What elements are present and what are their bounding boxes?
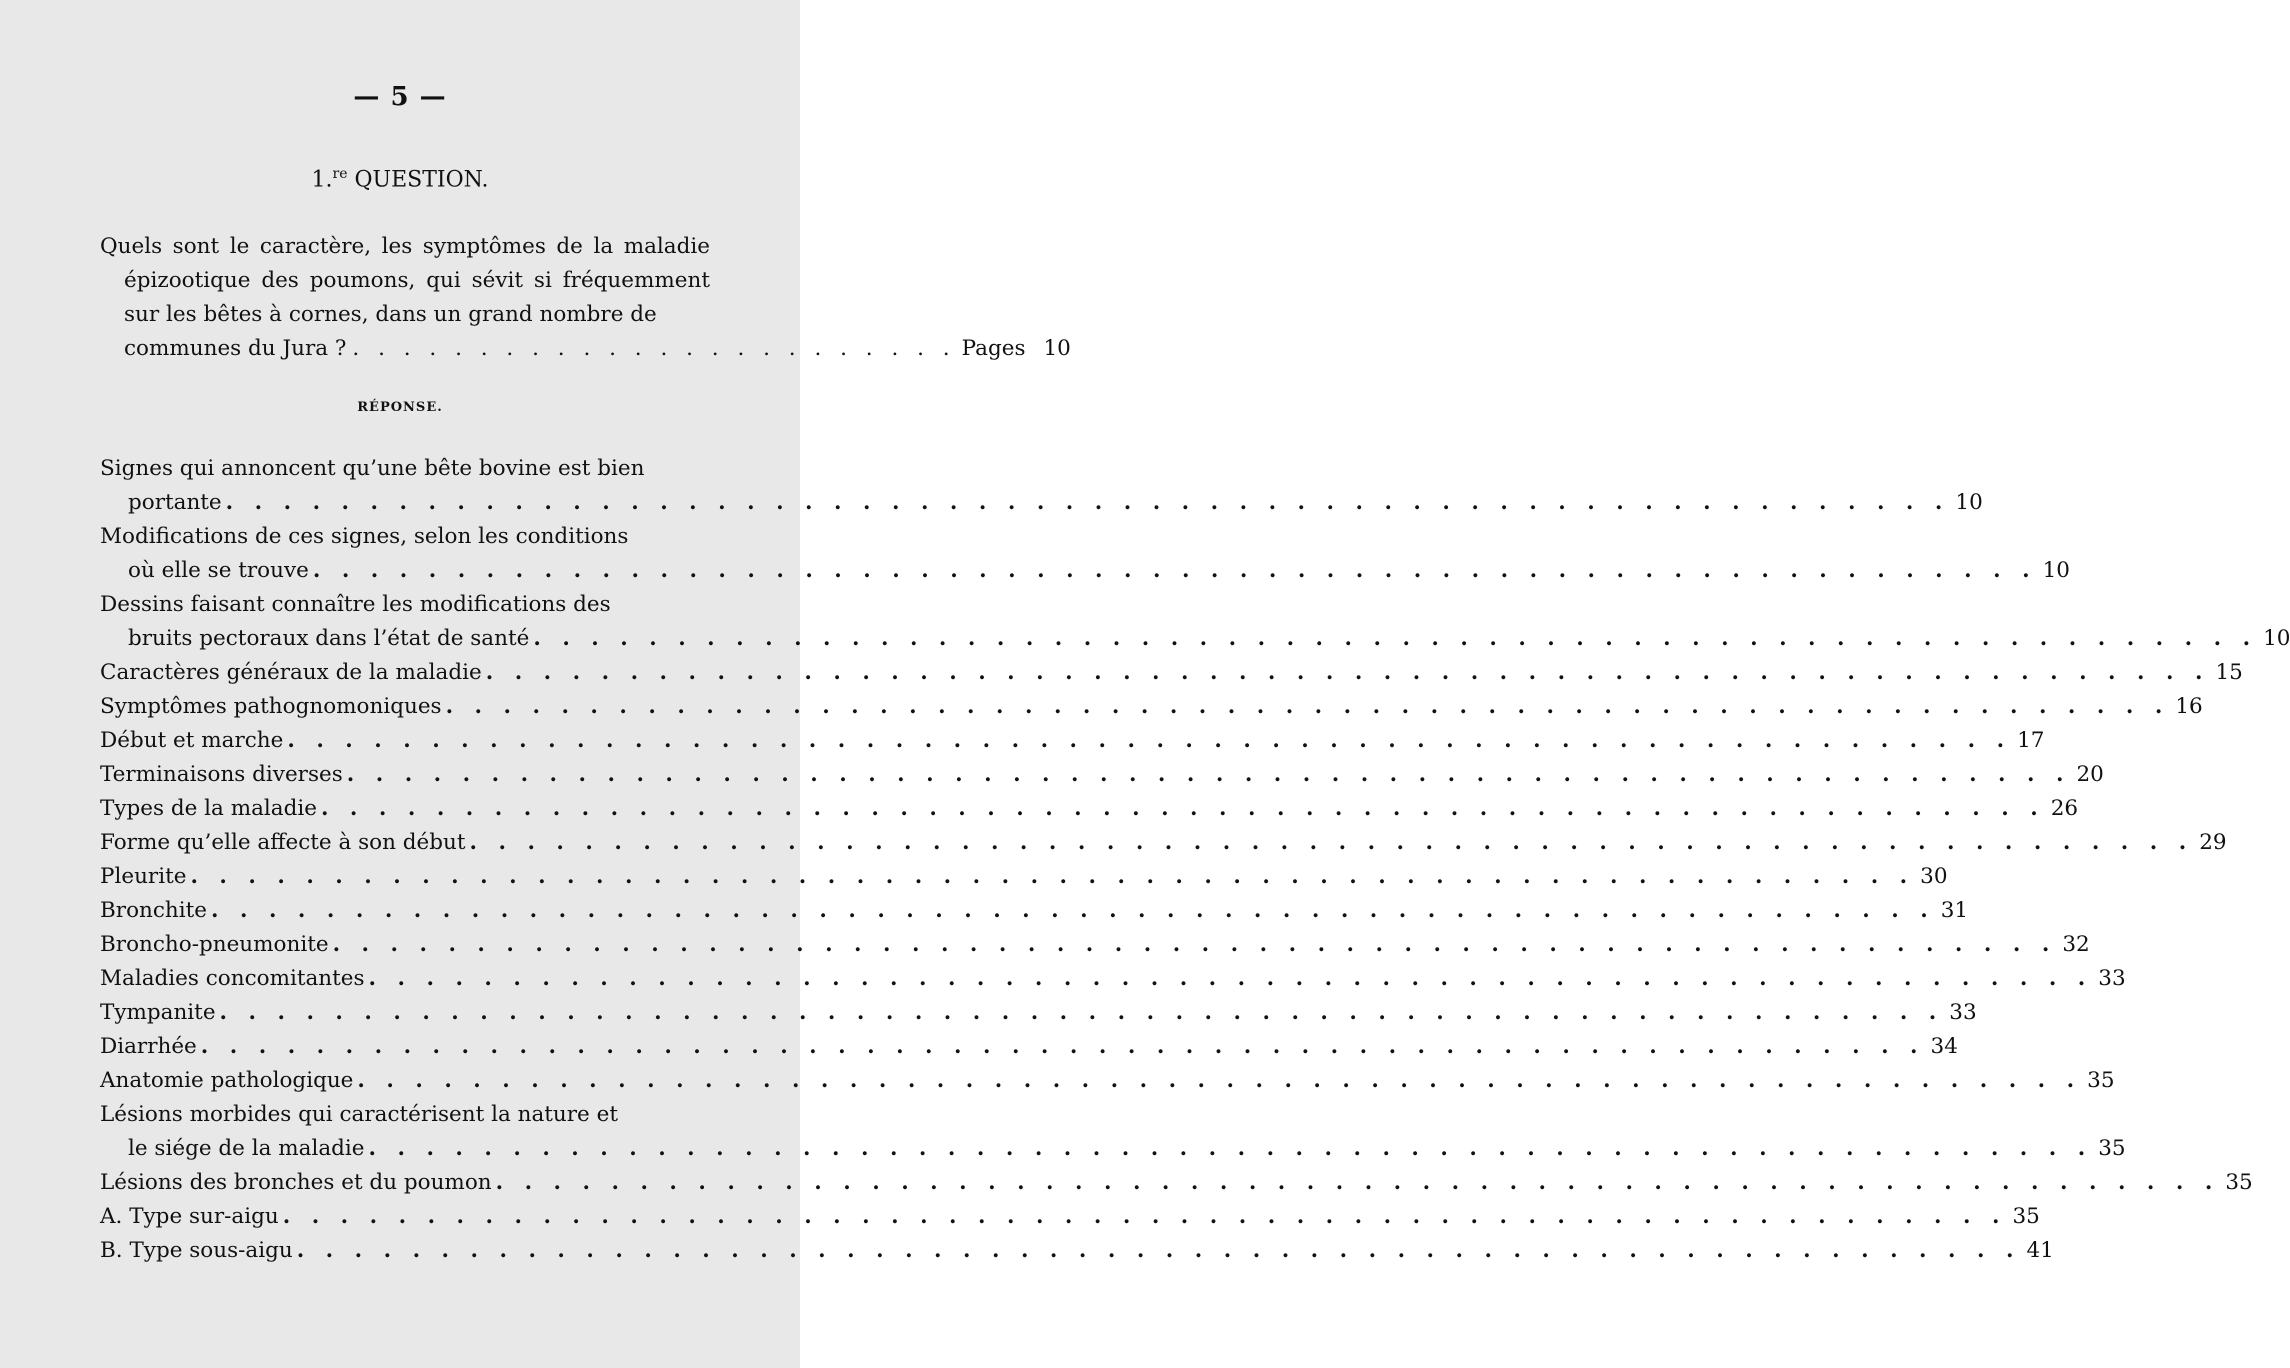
toc-page-number: 34: [1930, 1034, 1958, 1059]
toc-entry: [100, 1166, 2253, 1200]
toc-entry-title: Terminaisons diverses: [100, 762, 343, 787]
question-last-line-text: communes du Jura ?: [124, 336, 347, 361]
dot-leader: . . . . . . . . . . . . . . . . . . . . . . . . . . . . . . . . . . . . . . . . . . . . . . . . . . . . . . . . . . . .: [225, 490, 1950, 515]
toc-row: [100, 1166, 2253, 1200]
toc-page-number: 33: [2098, 966, 2126, 991]
toc-entry-title: Lésions des bronches et du poumon: [100, 1170, 492, 1195]
toc-entry-title: Diarrhée: [100, 1034, 197, 1059]
toc-entry: [100, 894, 1969, 928]
bleed-through: [100, 120, 740, 146]
toc-entry: [100, 1200, 2040, 1234]
toc-row: [100, 656, 2243, 690]
question-body: Quels sont le caractère, les symptômes de la maladie épizootique des poumons, qui sévit si fréquemment sur les bêtes à cornes, dans un grand nombre de: [100, 234, 710, 327]
dot-leader: . . . . . . . . . . . . . . . . . . . . . . . . . . . . . . . . . . . . . . . . . . . . . . . . . . . . . . . . . . . .: [533, 626, 2258, 651]
toc-entry: [100, 520, 2070, 588]
toc-page-number: 17: [2017, 728, 2045, 753]
dot-leader: . . . . . . . . . . . . . . . . . . . . . . . . . . . . . . . . . . . . . . . . . . . . . . . . . . . . . . . . . . . .: [190, 864, 1915, 889]
toc-entry: [100, 826, 2227, 860]
toc-row: [100, 486, 1983, 520]
toc-entry-title: bruits pectoraux dans l’état de santé: [128, 626, 530, 651]
toc-entry: [100, 724, 2045, 758]
toc-page-number: 10: [2263, 626, 2290, 651]
toc-entry-title: A. Type sur-aigu: [100, 1204, 279, 1229]
toc-page-number: 30: [1920, 864, 1948, 889]
toc-page-number: 33: [1949, 1000, 1977, 1025]
dot-leader: . . . . . . . . . . . . . . . . . . . . . . . . . . . . . . . . . . . . . . . . . . . . . . . . . . . . . . . . . . . .: [445, 694, 2170, 719]
toc-row: [100, 928, 2090, 962]
toc-entry: [100, 452, 1983, 520]
dot-leader: . . . . . . . . . . . . . . . . . . . . . . . . . . . . . . . . . . . . . . . . . . . . . . . . . . . . . . . . . . . .: [346, 762, 2071, 787]
toc-entry-title: Début et marche: [100, 728, 284, 753]
toc-entry: [100, 996, 1977, 1030]
page-number: — 5 —: [353, 82, 447, 112]
toc-entry: [100, 588, 2290, 656]
toc-row: [100, 758, 2104, 792]
dot-leader: . . . . . . . . . . . . . . . . . . . . . . . . . . . . . . . . . . . . . . . . . . . . . . . . . . . . . . . . . . . .: [368, 966, 2093, 991]
toc-page-number: 35: [2098, 1136, 2126, 1161]
toc-entry-title: B. Type sous-aigu: [100, 1238, 293, 1263]
dot-leader: . . . . . . . . . . . . . . . . . . . . . . . . . . . . . . . . . . . . . . . . . . . . . . . . . . . . . . . . . . . .: [357, 1068, 2082, 1093]
toc-entry-title: Types de la maladie: [100, 796, 317, 821]
question-page-number: 10: [1043, 336, 1071, 361]
toc-entry-title: Tympanite: [100, 1000, 216, 1025]
question-ordinal: 1.: [311, 167, 333, 193]
dot-leader: . . . . . . . . . . . . . . . . . . . . . . . . . . . . . . . . . . . . . . . . . . . . . . . . . . . . . . . . . . . .: [485, 660, 2210, 685]
dot-leader: . . . . . . . . . . . . . . . . . . . . . . . . . . . . . . . . . . . . . . . . . . . . . . . . . . . . . . . . . . . .: [469, 830, 2194, 855]
toc-entry: [100, 758, 2104, 792]
toc-row: [100, 1030, 1958, 1064]
dot-leader: . . . . . . . . . . . . . . . . . . . . . . . . . . . . . . . . . . . . . . . . . . . . . . . . . . . . . . . . . . . .: [200, 1034, 1925, 1059]
toc-row: [100, 724, 2045, 758]
toc-entry: [100, 690, 2203, 724]
toc-entry-line: Dessins faisant connaître les modifications des: [100, 592, 611, 617]
dot-leader: . . . . . . . . . . . . . . . . . . . . . . . . . . . . . . . . . . . . . . . . . . . . . . . . . . . . . . . . . . . .: [495, 1170, 2220, 1195]
answer-heading: RÉPONSE.: [357, 400, 443, 415]
toc-row: [100, 826, 2227, 860]
toc-row: [100, 554, 2070, 588]
toc-entry-title: Symptômes pathognomoniques: [100, 694, 442, 719]
question-word: QUESTION.: [354, 167, 489, 193]
toc-page-number: 10: [2042, 558, 2070, 583]
toc-page-number: 29: [2199, 830, 2227, 855]
toc-page-number: 35: [2225, 1170, 2253, 1195]
dot-leader: . . . . . . . . . . . . . . . . . . . . . . . .: [352, 336, 956, 361]
toc-row: [100, 622, 2290, 656]
question-last-line: [100, 332, 1071, 366]
toc-entry: [100, 860, 1948, 894]
dot-leader: . . . . . . . . . . . . . . . . . . . . . . . . . . . . . . . . . . . . . . . . . . . . . . . . . . . . . . . . . . . .: [332, 932, 2057, 957]
toc-entry: [100, 1098, 2126, 1166]
question-text: [100, 230, 1071, 366]
toc-entry-title: Pleurite: [100, 864, 187, 889]
toc-page-number: 35: [2012, 1204, 2040, 1229]
toc-page-number: 35: [2087, 1068, 2115, 1093]
toc-page-number: 15: [2215, 660, 2243, 685]
dot-leader: . . . . . . . . . . . . . . . . . . . . . . . . . . . . . . . . . . . . . . . . . . . . . . . . . . . . . . . . . . . .: [219, 1000, 1944, 1025]
dot-leader: . . . . . . . . . . . . . . . . . . . . . . . . . . . . . . . . . . . . . . . . . . . . . . . . . . . . . . . . . . . .: [287, 728, 2012, 753]
question-ordinal-superscript: re: [332, 166, 348, 182]
toc-page-number: 20: [2076, 762, 2104, 787]
toc-page-number: 32: [2062, 932, 2090, 957]
toc-row: [100, 1200, 2040, 1234]
toc-page-number: 41: [2026, 1238, 2054, 1263]
toc-entry: [100, 1064, 2115, 1098]
toc-entry-title: Caractères généraux de la maladie: [100, 660, 482, 685]
toc-row: [100, 962, 2126, 996]
toc-entry-title: où elle se trouve: [128, 558, 309, 583]
toc-entry-title: Bronchite: [100, 898, 207, 923]
dot-leader: . . . . . . . . . . . . . . . . . . . . . . . . . . . . . . . . . . . . . . . . . . . . . . . . . . . . . . . . . . . .: [211, 898, 1935, 923]
toc-entry-title: Maladies concomitantes: [100, 966, 365, 991]
toc-row: [100, 860, 1948, 894]
toc-page-number: 31: [1940, 898, 1969, 923]
dot-leader: . . . . . . . . . . . . . . . . . . . . . . . . . . . . . . . . . . . . . . . . . . . . . . . . . . . . . . . . . . . .: [312, 558, 2037, 583]
toc-entry: [100, 1234, 2054, 1268]
toc-row: [100, 1234, 2054, 1268]
toc-entry-title: Anatomie pathologique: [100, 1068, 354, 1093]
toc-entry-line: Lésions morbides qui caractérisent la nature et: [100, 1102, 618, 1127]
toc-entry-title: Broncho-pneumonite: [100, 932, 329, 957]
toc-row: [100, 1064, 2115, 1098]
dot-leader: . . . . . . . . . . . . . . . . . . . . . . . . . . . . . . . . . . . . . . . . . . . . . . . . . . . . . . . . . . . .: [296, 1238, 2021, 1263]
question-heading: [0, 166, 800, 192]
toc-row: [100, 690, 2203, 724]
question-page-label: Pages: [961, 336, 1026, 361]
toc-entry-line: Modifications de ces signes, selon les conditions: [100, 524, 629, 549]
toc-entry-title: portante: [128, 490, 222, 515]
toc-row: [100, 894, 1969, 928]
toc-entry: [100, 928, 2090, 962]
toc-page-number: 10: [1955, 490, 1983, 515]
dot-leader: . . . . . . . . . . . . . . . . . . . . . . . . . . . . . . . . . . . . . . . . . . . . . . . . . . . . . . . . . . . .: [368, 1136, 2093, 1161]
toc-entry-title: le siége de la maladie: [128, 1136, 365, 1161]
toc-entry: [100, 656, 2243, 690]
toc-entry: [100, 1030, 1958, 1064]
toc-entry: [100, 792, 2079, 826]
toc-row: [100, 792, 2079, 826]
toc-page-number: 26: [2050, 796, 2079, 821]
toc-page-number: 16: [2175, 694, 2203, 719]
toc-entry-title: Forme qu’elle affecte à son début: [100, 830, 466, 855]
toc-row: [100, 1132, 2126, 1166]
dot-leader: . . . . . . . . . . . . . . . . . . . . . . . . . . . . . . . . . . . . . . . . . . . . . . . . . . . . . . . . . . . .: [282, 1204, 2007, 1229]
dot-leader: . . . . . . . . . . . . . . . . . . . . . . . . . . . . . . . . . . . . . . . . . . . . . . . . . . . . . . . . . . . .: [320, 796, 2045, 821]
toc-entry: [100, 962, 2126, 996]
toc-entry-line: Signes qui annoncent qu’une bête bovine est bien: [100, 456, 645, 481]
toc-row: [100, 996, 1977, 1030]
